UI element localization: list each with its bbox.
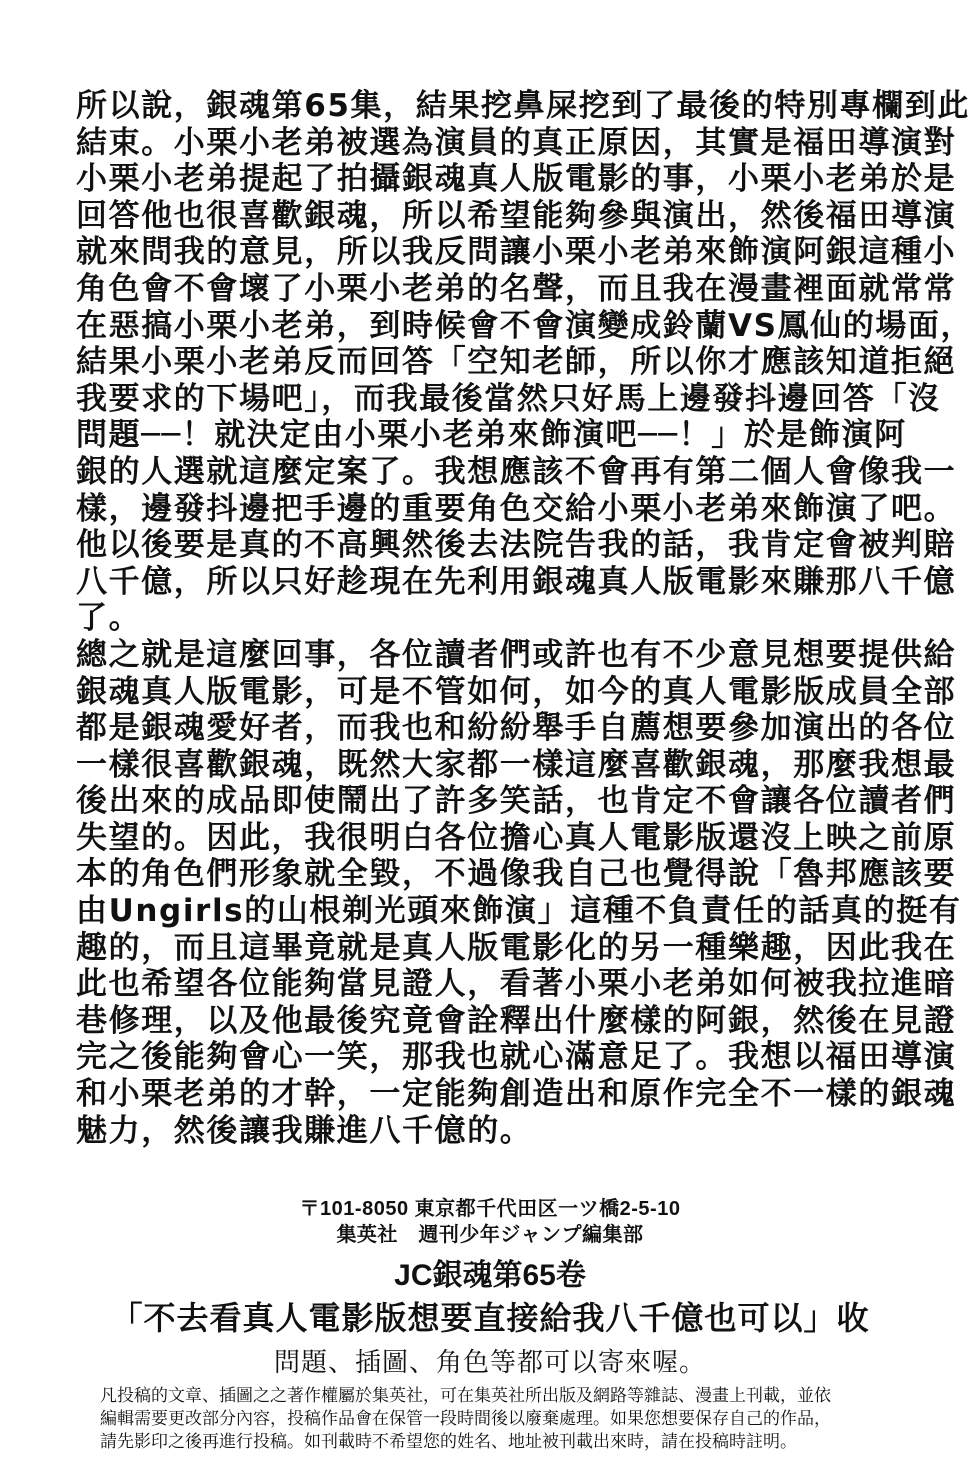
letter-line: 角色會不會壞了小栗小老弟的名聲，而且我在漫畫裡面就常常 xyxy=(76,270,957,307)
notice-line: 請先影印之後再進行投稿。如刊載時不希望您的姓名、地址被刊載出來時，請在投稿時註明。 xyxy=(100,1432,797,1451)
letter-line: 一樣很喜歡銀魂，既然大家都一樣這麼喜歡銀魂，那麼我想最 xyxy=(76,746,957,783)
letter-line: 了。 xyxy=(76,600,142,637)
copyright-notice xyxy=(100,1384,890,1453)
submission-invite: 問題、插圖、角色等都可以寄來喔。 xyxy=(273,1347,706,1377)
letter-line: 此也希望各位能夠當見證人，看著小栗小老弟如何被我拉進暗 xyxy=(76,966,957,1003)
mailbox-heading xyxy=(0,1256,980,1340)
mailing-address xyxy=(0,1196,980,1248)
letter-line: 結束。小栗小老弟被選為演員的真正原因，其實是福田導演對 xyxy=(76,124,957,161)
letter-line: 小栗小老弟提起了拍攝銀魂真人版電影的事，小栗小老弟於是 xyxy=(76,161,957,198)
letter-line: 銀的人選就這麼定案了。我想應該不會再有第二個人會像我一 xyxy=(76,453,957,490)
letter-line: 巷修理，以及他最後究竟會詮釋出什麼樣的阿銀，然後在見證 xyxy=(76,1002,957,1039)
postal-address: 〒101-8050 東京都千代田区一ツ橋2-5-10 xyxy=(299,1198,681,1220)
editorial-department: 集英社 週刊少年ジャンプ編集部 xyxy=(336,1224,644,1246)
letter-line: 後出來的成品即使鬧出了許多笑話，也肯定不會讓各位讀者們 xyxy=(76,783,957,820)
letter-line: 都是銀魂愛好者，而我也和紛紛舉手自薦想要參加演出的各位 xyxy=(76,710,957,747)
letter-line: 就來問我的意見，所以我反問讓小栗小老弟來飾演阿銀這種小 xyxy=(76,234,957,271)
letter-line: 總之就是這麼回事，各位讀者們或許也有不少意見想要提供給 xyxy=(76,636,957,673)
letter-line: 我要求的下場吧」，而我最後當然只好馬上邊發抖邊回答「沒 xyxy=(76,380,941,417)
mailbox-topic: 「不去看真人電影版想要直接給我八千億也可以」收 xyxy=(110,1300,870,1336)
volume-title: JC銀魂第65卷 xyxy=(394,1259,586,1292)
letter-line: 在惡搞小栗小老弟，到時候會不會演變成鈴蘭VS鳳仙的場面， xyxy=(76,307,974,344)
notice-line: 凡投稿的文章、插圖之之著作權屬於集英社，可在集英社所出版及網路等雜誌、漫畫上刊載，並依 xyxy=(100,1386,831,1405)
letter-line: 銀魂真人版電影，可是不管如何，如今的真人電影版成員全部 xyxy=(76,673,957,710)
letter-line: 樣，邊發抖邊把手邊的重要角色交給小栗小老弟來飾演了吧。 xyxy=(76,490,957,527)
letter-line: 所以說，銀魂第65集，結果挖鼻屎挖到了最後的特別專欄到此 xyxy=(76,88,970,124)
letter-line: 由Ungirls的山根剃光頭來飾演」這種不負責任的話真的挺有 xyxy=(76,893,962,930)
letter-line: 問題──！就決定由小栗小老弟來飾演吧──！」於是飾演阿 xyxy=(76,417,907,454)
letter-line: 趣的，而且這畢竟就是真人版電影化的另一種樂趣，因此我在 xyxy=(76,929,957,966)
notice-line: 編輯需要更改部分內容，投稿作品會在保管一段時間後以廢棄處理。如果您想要保存自己的作品， xyxy=(100,1409,831,1428)
letter-line: 他以後要是真的不高興然後去法院告我的話，我肯定會被判賠 xyxy=(76,527,957,564)
letter-line: 完之後能夠會心一笑，那我也就心滿意足了。我想以福田導演 xyxy=(76,1039,957,1076)
letter-line: 和小栗老弟的才幹，一定能夠創造出和原作完全不一樣的銀魂 xyxy=(76,1076,957,1113)
letter-line: 結果小栗小老弟反而回答「空知老師，所以你才應該知道拒絕 xyxy=(76,344,957,381)
letter-line: 回答他也很喜歡銀魂，所以希望能夠參與演出，然後福田導演 xyxy=(76,197,957,234)
letter-line: 本的角色們形象就全毀，不過像我自己也覺得說「魯邦應該要 xyxy=(76,856,957,893)
letter-line: 魅力，然後讓我賺進八千億的。 xyxy=(76,1112,533,1149)
letter-line: 失望的。因此，我很明白各位擔心真人電影版還沒上映之前原 xyxy=(76,819,957,856)
letter-line: 八千億，所以只好趁現在先利用銀魂真人版電影來賺那八千億 xyxy=(76,563,957,600)
author-letter xyxy=(76,88,974,1149)
